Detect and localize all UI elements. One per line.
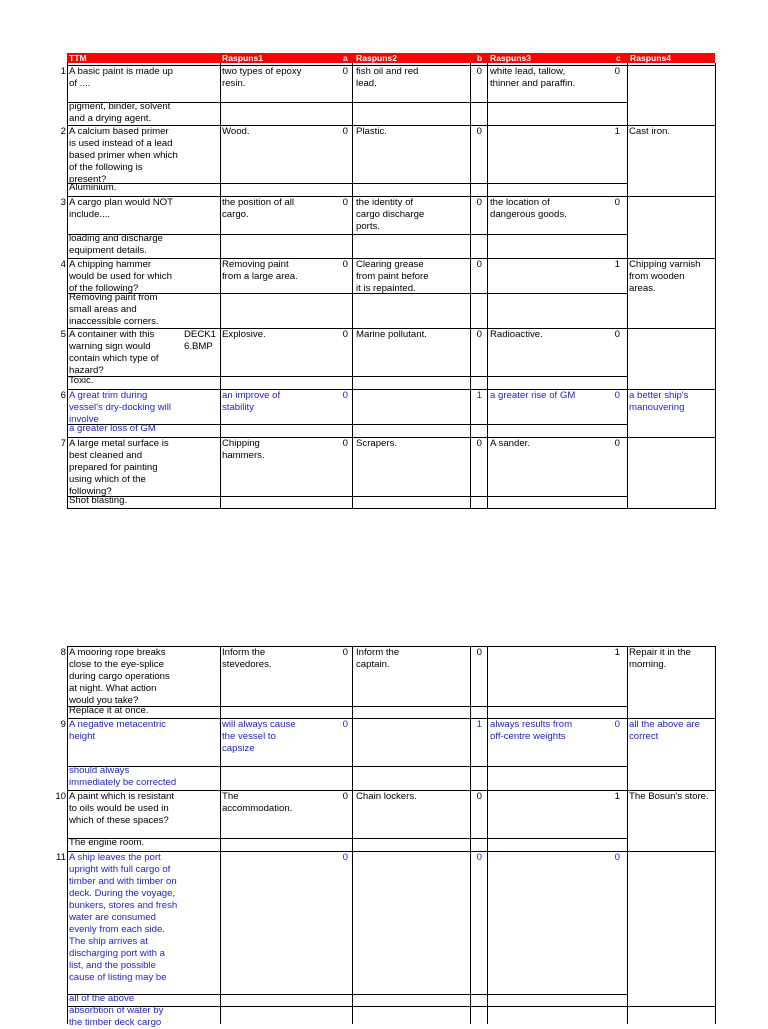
answer-option-2: Marine pollutant. — [356, 329, 427, 340]
question-number: 4 — [60, 259, 66, 270]
question-text: A chipping hammer would be used for which of the following? — [69, 259, 172, 294]
question-number: 1 — [60, 66, 66, 77]
header-a: a — [343, 53, 348, 63]
correct-answer: pigment, binder, solvent and a drying agent. — [69, 101, 171, 124]
flag-c: 0 — [614, 390, 620, 401]
flag-b: 0 — [476, 66, 482, 77]
answer-option-4: Cast iron. — [629, 126, 671, 137]
column-border — [470, 63, 471, 509]
flag-c: 0 — [614, 852, 620, 863]
column-border — [627, 63, 628, 509]
answer-option-2: Chain lockers. — [356, 791, 417, 802]
answer-option-2: fish oil and red lead. — [356, 66, 419, 89]
header-raspuns2: Raspuns2 — [356, 53, 398, 63]
correct-answer: Replace it at once. — [69, 705, 149, 716]
flag-a: 0 — [342, 852, 348, 863]
column-border — [715, 63, 716, 509]
flag-b: 0 — [476, 329, 482, 340]
flag-a: 0 — [342, 719, 348, 730]
header-raspuns4: Raspuns4 — [630, 53, 672, 63]
column-border — [487, 63, 488, 509]
flag-b: 1 — [476, 719, 482, 730]
answer-option-2: Scrapers. — [356, 438, 398, 449]
question-number: 7 — [60, 438, 66, 449]
header-raspuns1: Raspuns1 — [222, 53, 264, 63]
question-text: A paint which is resistant to oils would be used in which of these spaces? — [69, 791, 175, 826]
correct-answer: loading and discharge equipment details. — [69, 233, 163, 256]
flag-c: 0 — [614, 329, 620, 340]
question-number: 5 — [60, 329, 66, 340]
column-border — [715, 646, 716, 1024]
header-raspuns3: Raspuns3 — [490, 53, 532, 63]
column-border — [352, 63, 353, 509]
answer-option-3: white lead, tallow, thinner and paraffin. — [490, 66, 576, 89]
answer-option-1: The accommodation. — [222, 791, 293, 814]
flag-a: 0 — [342, 438, 348, 449]
flag-b: 0 — [476, 197, 482, 208]
answer-option-2: Inform the captain. — [356, 647, 400, 670]
flag-a: 0 — [342, 390, 348, 401]
question-text: A large metal surface is best cleaned and prepared for painting using which of the following? — [69, 438, 169, 497]
answer-option-4: all the above are correct — [629, 719, 700, 742]
flag-c: 0 — [614, 197, 620, 208]
column-border — [627, 646, 628, 1024]
flag-b: 0 — [476, 791, 482, 802]
correct-answer: Aluminium. — [69, 182, 117, 193]
answer-option-1: the position of all cargo. — [222, 197, 294, 220]
column-border — [220, 63, 221, 509]
answer-option-3: A sander. — [490, 438, 531, 449]
answer-option-2: the identity of cargo discharge ports. — [356, 197, 425, 232]
answer-option-4: a better ship's manouvering — [629, 390, 689, 413]
question-text: A negative metacentric height — [69, 719, 167, 742]
flag-c: 1 — [614, 791, 620, 802]
answer-option-1: an improve of stability — [222, 390, 281, 413]
answer-option-4: Repair it in the morning. — [629, 647, 691, 670]
correct-answer: Shot blasting. — [69, 495, 128, 506]
question-text: A mooring rope breaks close to the eye-splice during cargo operations at night. What action would you take? — [69, 647, 170, 706]
answer-option-3: always results from off-centre weights — [490, 719, 573, 742]
flag-b: 0 — [476, 438, 482, 449]
header-b: b — [477, 53, 483, 63]
column-border — [220, 646, 221, 1024]
question-number: 8 — [60, 647, 66, 658]
row-border — [67, 994, 627, 995]
column-border — [67, 63, 68, 509]
header-c: c — [616, 53, 621, 63]
column-border — [470, 646, 471, 1024]
question-number: 10 — [55, 791, 66, 802]
extra-answer: absorbtion of water by the timber deck cargo — [69, 1005, 164, 1028]
answer-option-2: Plastic. — [356, 126, 387, 137]
header-ttm: TTM — [69, 53, 87, 63]
answer-option-4: Chipping varnish from wooden areas. — [629, 259, 701, 294]
question-text: A calcium based primer is used instead of a lead based primer when which of the following is present? — [69, 126, 178, 185]
question-text: A great trim during vessel's dry-docking will involve — [69, 390, 172, 425]
row-border — [67, 508, 715, 509]
correct-answer: a greater loss of GM — [69, 423, 156, 434]
flag-b: 0 — [476, 126, 482, 137]
column-border — [487, 646, 488, 1024]
question-text: A basic paint is made up of .... — [69, 66, 173, 89]
question-number: 11 — [56, 852, 66, 863]
flag-b: 0 — [476, 647, 482, 658]
question-text: A ship leaves the port upright with full cargo of timber and with timber on deck. During the voyage, bunkers, stores and fresh water are consumed evenly from each side. The ship arrives at discharging port with a list, and the possible cause of listing may be — [69, 852, 178, 983]
answer-option-1: Removing paint from a large area. — [222, 259, 298, 282]
question-number: 2 — [60, 126, 66, 137]
flag-a: 0 — [342, 66, 348, 77]
question-text: A container with this warning sign would contain which type of hazard? — [69, 329, 159, 376]
flag-b: 0 — [476, 852, 482, 863]
row-border — [67, 1006, 715, 1007]
question-number: 9 — [60, 719, 66, 730]
flag-c: 0 — [614, 719, 620, 730]
answer-option-3: the location of dangerous goods. — [490, 197, 567, 220]
answer-option-3: Radioactive. — [490, 329, 543, 340]
answer-option-1: Wood. — [222, 126, 250, 137]
flag-a: 0 — [342, 647, 348, 658]
flag-c: 0 — [614, 438, 620, 449]
flag-b: 1 — [476, 390, 482, 401]
column-border — [67, 646, 68, 1024]
flag-c: 1 — [614, 259, 620, 270]
correct-answer: all of the above — [69, 993, 135, 1004]
row-border — [67, 838, 627, 839]
answer-option-1: Inform the stevedores. — [222, 647, 272, 670]
correct-answer: should always immediately be corrected — [69, 765, 177, 788]
question-text: A cargo plan would NOT include.... — [69, 197, 173, 220]
question-number: 3 — [60, 197, 66, 208]
answer-option-2: Clearing grease from paint before it is repainted. — [356, 259, 429, 294]
answer-option-1: will always cause the vessel to capsize — [222, 719, 296, 754]
flag-c: 0 — [614, 66, 620, 77]
flag-a: 0 — [342, 791, 348, 802]
correct-answer: Removing paint from small areas and inaccessible corners. — [69, 292, 159, 327]
answer-option-1: Chipping hammers. — [222, 438, 265, 461]
answer-option-1: two types of epoxy resin. — [222, 66, 302, 89]
flag-c: 1 — [614, 126, 620, 137]
question-number: 6 — [60, 390, 66, 401]
correct-answer: Toxic. — [69, 375, 94, 386]
flag-a: 0 — [342, 259, 348, 270]
flag-c: 1 — [614, 647, 620, 658]
correct-answer: The engine room. — [69, 837, 145, 848]
answer-option-1: Explosive. — [222, 329, 266, 340]
answer-option-3: a greater rise of GM — [490, 390, 576, 401]
flag-a: 0 — [342, 197, 348, 208]
column-border — [352, 646, 353, 1024]
answer-option-4: The Bosun's store. — [629, 791, 709, 802]
flag-a: 0 — [342, 329, 348, 340]
image-reference: DECK1 6.BMP — [184, 329, 216, 352]
flag-a: 0 — [342, 126, 348, 137]
flag-b: 0 — [476, 259, 482, 270]
